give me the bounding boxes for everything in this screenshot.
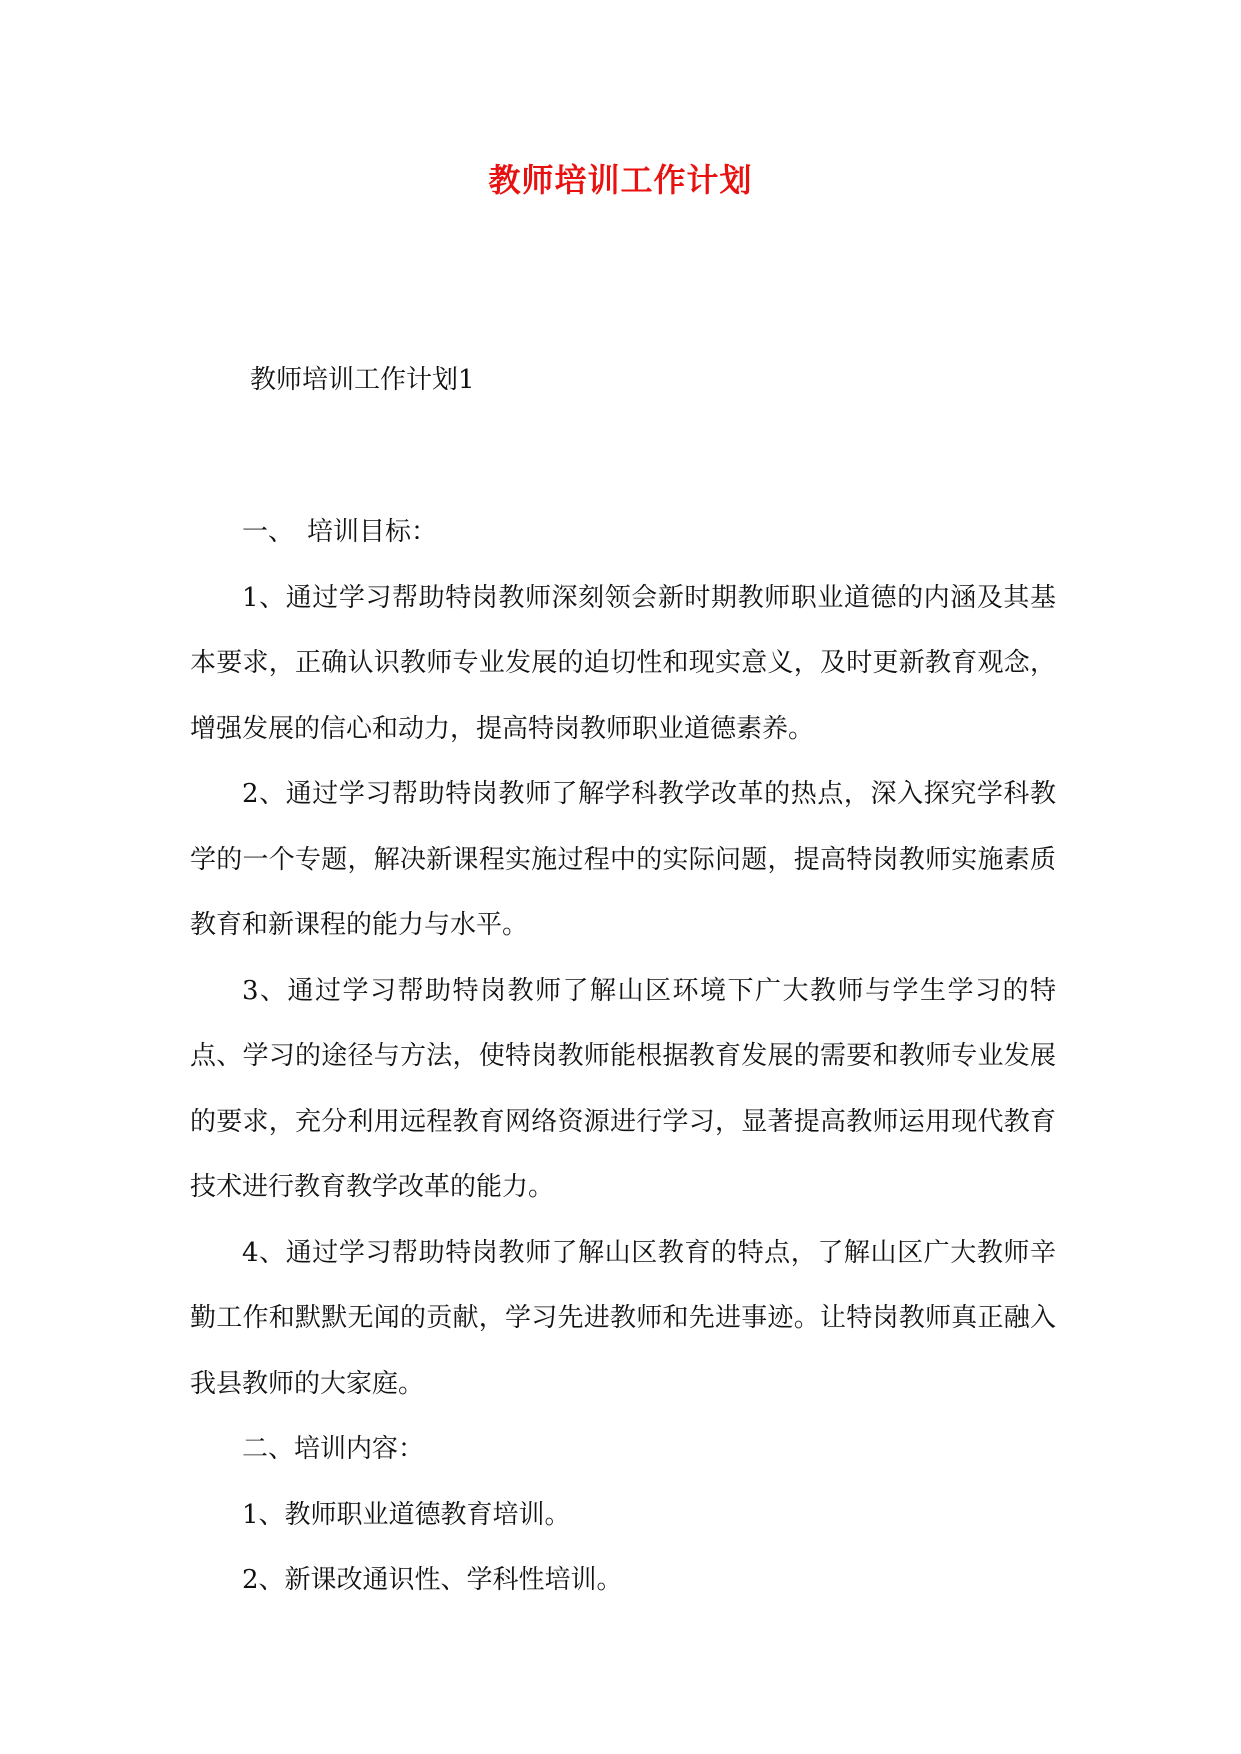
paragraph-content-2: 2、新课改通识性、学科性培训。 bbox=[242, 1565, 623, 1595]
document-body bbox=[190, 500, 1056, 1614]
section-heading-content: 二、培训内容： bbox=[242, 1434, 425, 1464]
paragraph-goal-3: 3、通过学习帮助特岗教师了解山区环境下广大教师与学生学习的特点、学习的途径与方法，使特岗教师能根据教育发展的需要和教师专业发展的要求，充分利用远程教育网络资源进行学习，显著提高教师运用现代教育技术进行教育教学改革的能力。 bbox=[190, 975, 1056, 1202]
paragraph-goal-2: 2、通过学习帮助特岗教师了解学科教学改革的热点，深入探究学科教学的一个专题，解决新课程实施过程中的实际问题，提高特岗教师实施素质教育和新课程的能力与水平。 bbox=[190, 779, 1056, 940]
document-title: 教师培训工作计划 bbox=[488, 161, 753, 199]
paragraph-goal-1: 1、通过学习帮助特岗教师深刻领会新时期教师职业道德的内涵及其基本要求，正确认识教师专业发展的迫切性和现实意义，及时更新教育观念，增强发展的信心和动力，提高特岗教师职业道德素养。 bbox=[190, 582, 1056, 744]
section-heading-goals: 一、 培训目标： bbox=[242, 517, 438, 547]
document-subtitle: 教师培训工作计划1 bbox=[250, 365, 475, 395]
paragraph-content-1: 1、教师职业道德教育培训。 bbox=[242, 1499, 571, 1530]
paragraph-goal-4: 4、通过学习帮助特岗教师了解山区教育的特点，了解山区广大教师辛勤工作和默默无闻的贡献，学习先进教师和先进事迹。让特岗教师真正融入我县教师的大家庭。 bbox=[190, 1237, 1056, 1399]
